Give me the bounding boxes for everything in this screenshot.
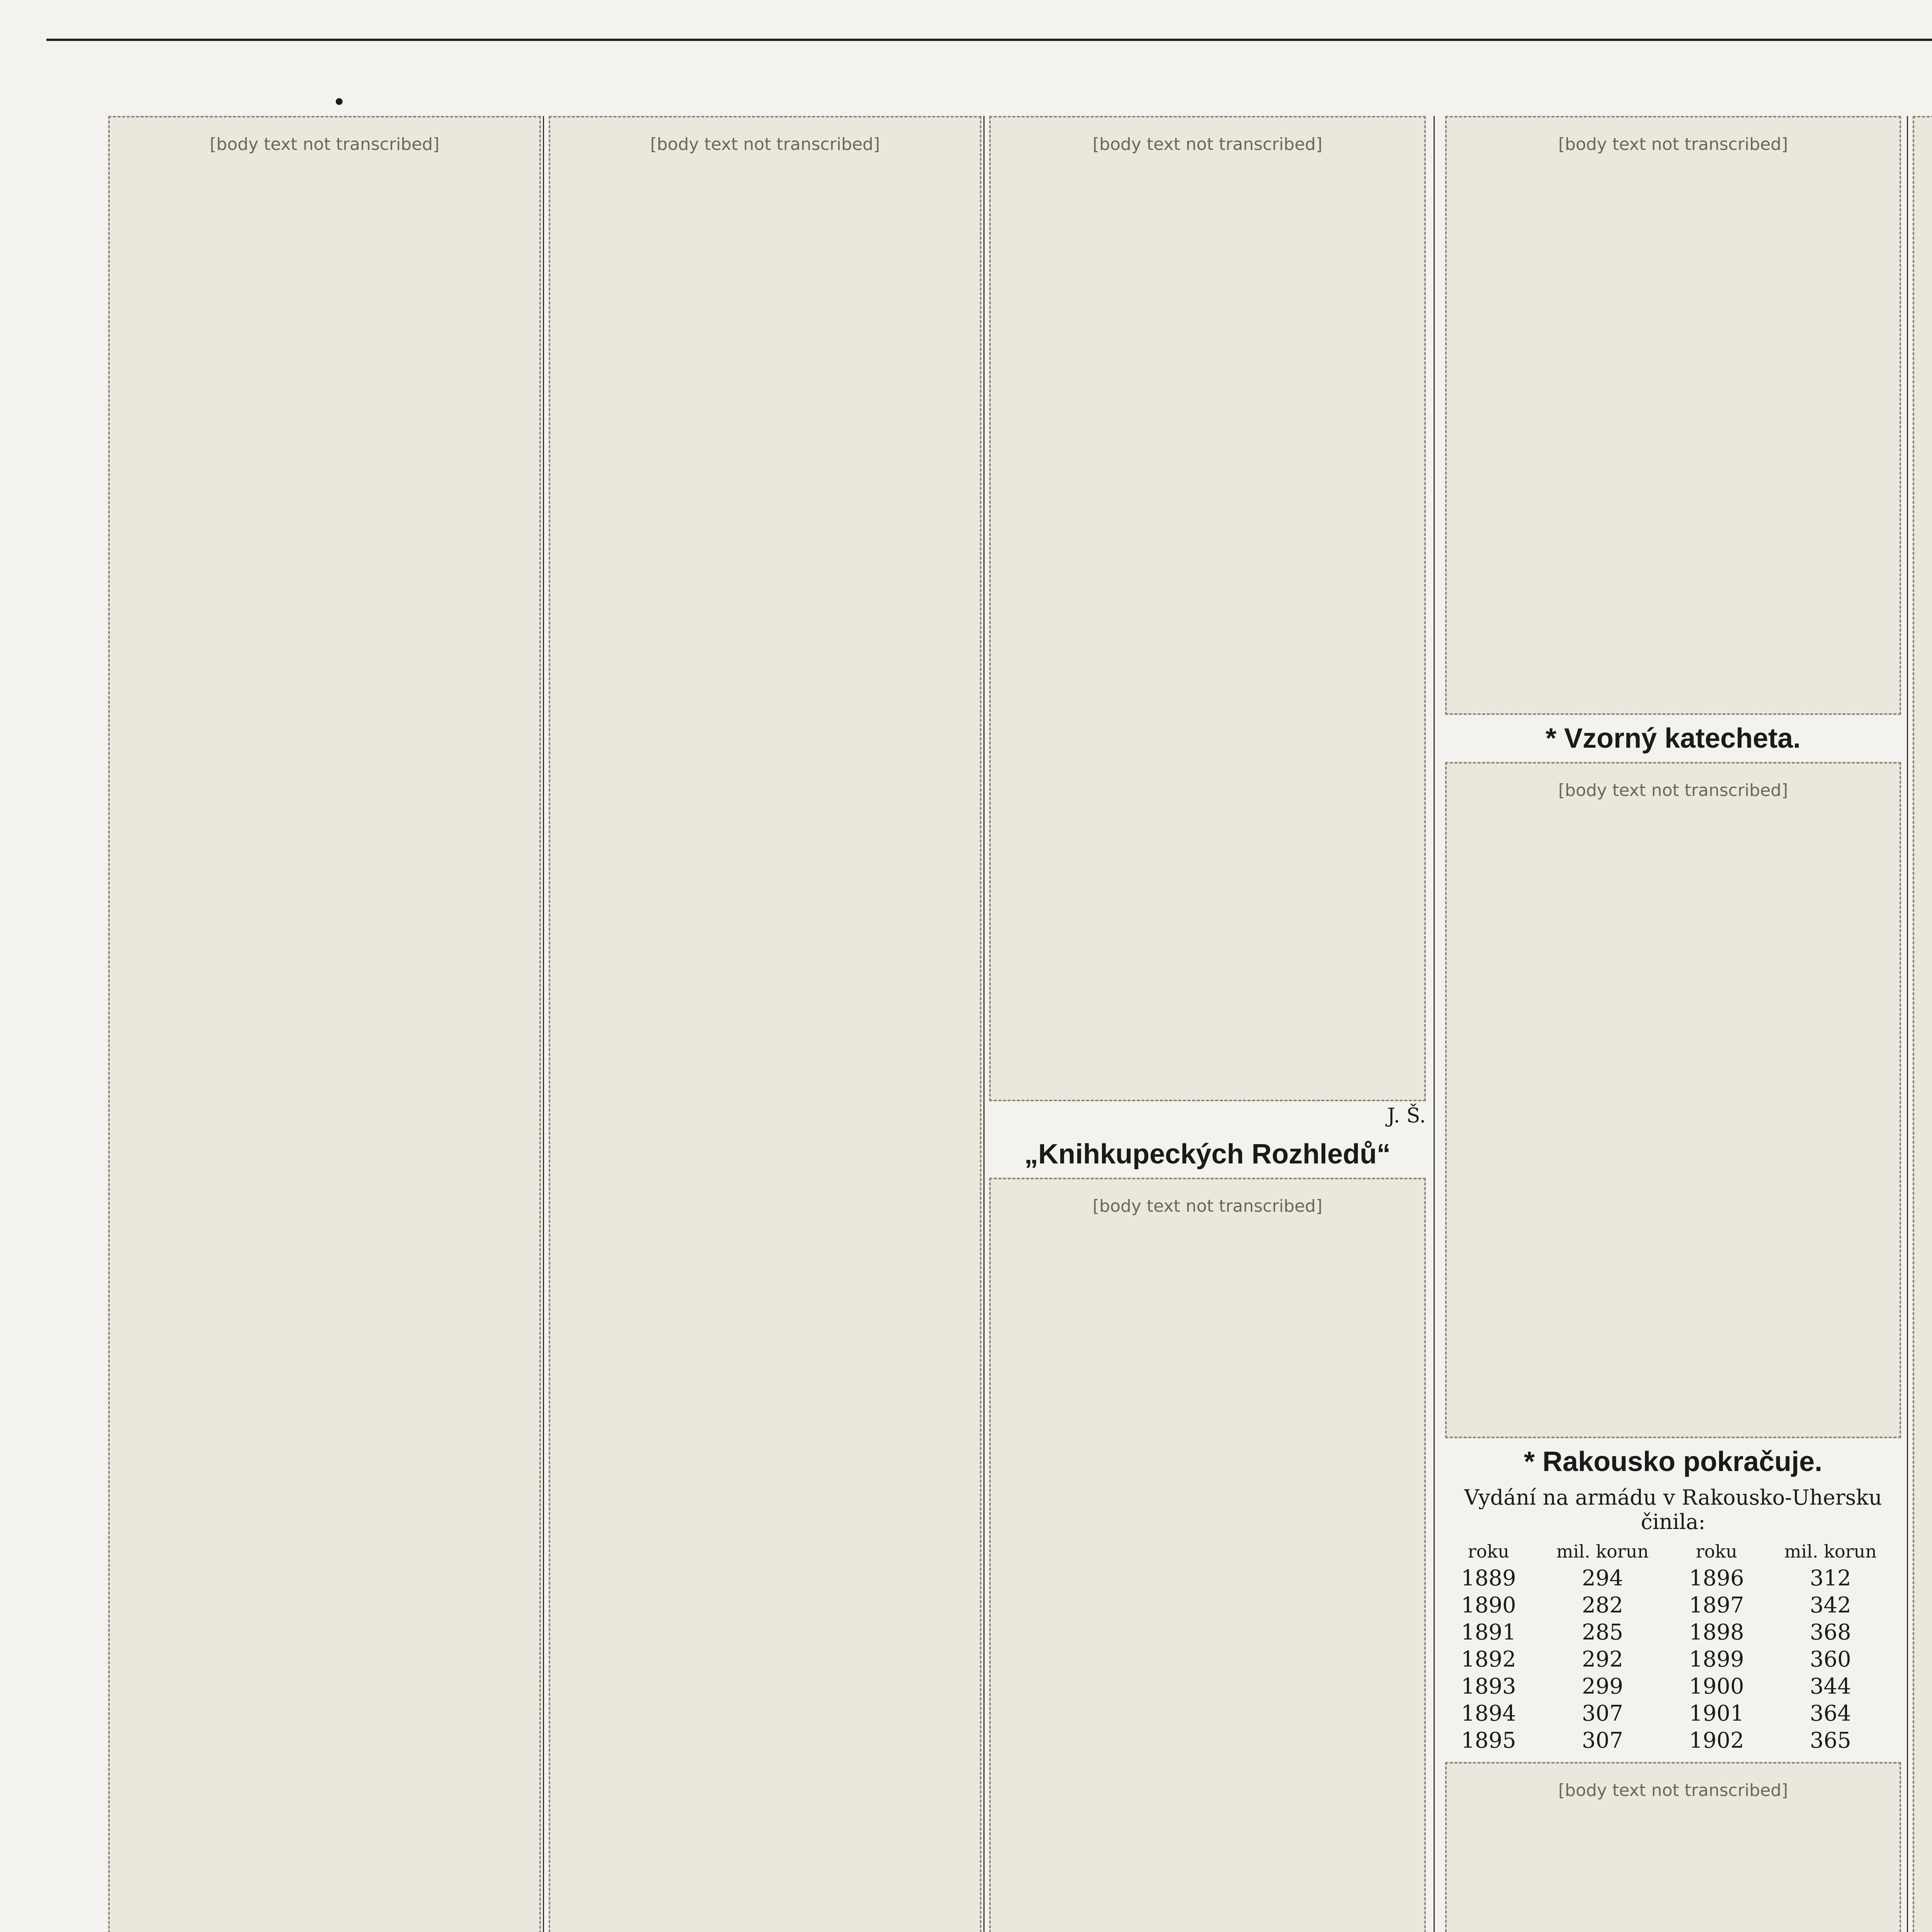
column-divider xyxy=(1907,116,1908,1932)
article-heading: „Knihkupeckých Rozhledů“ xyxy=(1024,1139,1391,1170)
table-cell: 1891 xyxy=(1461,1620,1516,1645)
table-cell: 282 xyxy=(1582,1593,1623,1618)
column-divider xyxy=(543,116,544,1932)
table-cell: 1896 xyxy=(1689,1566,1744,1591)
column-2 xyxy=(549,116,981,1932)
table-cell: 294 xyxy=(1582,1566,1623,1591)
table-cell: 307 xyxy=(1582,1701,1623,1726)
table-cell: 1894 xyxy=(1461,1701,1516,1726)
article-author: J. Š. xyxy=(1387,1104,1426,1128)
article-heading: * Vzorný katecheta. xyxy=(1545,723,1801,754)
column-5-cropped xyxy=(1913,116,1932,1932)
table-cell: 292 xyxy=(1582,1647,1623,1672)
table-cell: 360 xyxy=(1810,1647,1851,1672)
article-heading: * Rakousko pokračuje. xyxy=(1524,1446,1823,1477)
table-row xyxy=(1445,1646,1901,1673)
army-spending-table xyxy=(1445,1538,1901,1754)
table-row xyxy=(1445,1619,1901,1646)
omitted-text-block: [body text not transcribed] xyxy=(989,1178,1426,1932)
table-cell: 1893 xyxy=(1461,1674,1516,1699)
table-cell: 344 xyxy=(1810,1674,1851,1699)
table-header: roku xyxy=(1696,1541,1737,1562)
table-cell: 1889 xyxy=(1461,1566,1516,1591)
omitted-text-block: [body text not transcribed] xyxy=(989,116,1426,1101)
table-cell: 365 xyxy=(1810,1728,1851,1753)
omitted-text-block: [body text not transcribed] xyxy=(1445,116,1901,715)
table-cell: 1900 xyxy=(1689,1674,1744,1699)
table-cell: 1898 xyxy=(1689,1620,1744,1645)
table-cell: 299 xyxy=(1582,1674,1623,1699)
top-rule xyxy=(46,39,1932,41)
table-cell: 364 xyxy=(1810,1701,1851,1726)
column-divider xyxy=(983,116,985,1932)
table-cell: 1892 xyxy=(1461,1647,1516,1672)
table-cell: 312 xyxy=(1810,1566,1851,1591)
table-row xyxy=(1445,1673,1901,1700)
table-row xyxy=(1445,1592,1901,1619)
omitted-text-block: [body text not transcribed] xyxy=(549,116,981,1932)
table-cell: 1899 xyxy=(1689,1647,1744,1672)
table-cell: 368 xyxy=(1810,1620,1851,1645)
table-header: mil. korun xyxy=(1556,1541,1649,1562)
column-divider xyxy=(1434,116,1435,1932)
column-1 xyxy=(108,116,541,1932)
omitted-text-block xyxy=(1913,116,1932,1932)
omitted-text-block: [body text not transcribed] xyxy=(108,116,541,1932)
table-header: mil. korun xyxy=(1784,1541,1877,1562)
column-4 xyxy=(1445,116,1901,1932)
omitted-text-block: [body text not transcribed] xyxy=(1445,762,1901,1438)
table-cell: 342 xyxy=(1810,1593,1851,1618)
table-cell: 1895 xyxy=(1461,1728,1516,1753)
omitted-text-block: [body text not transcribed] xyxy=(1445,1762,1901,1932)
table-cell: 1901 xyxy=(1689,1701,1744,1726)
table-row xyxy=(1445,1700,1901,1727)
table-cell: 1897 xyxy=(1689,1593,1744,1618)
column-3 xyxy=(989,116,1426,1932)
table-row xyxy=(1445,1565,1901,1592)
table-cell: 285 xyxy=(1582,1620,1623,1645)
table-row xyxy=(1445,1727,1901,1754)
table-cell: 307 xyxy=(1582,1728,1623,1753)
table-cell: 1890 xyxy=(1461,1593,1516,1618)
table-caption: Vydání na armádu v Rakousko-Uhersku činila: xyxy=(1464,1485,1882,1534)
table-header: roku xyxy=(1468,1541,1509,1562)
table-cell: 1902 xyxy=(1689,1728,1744,1753)
page-bullet: • xyxy=(332,89,346,116)
